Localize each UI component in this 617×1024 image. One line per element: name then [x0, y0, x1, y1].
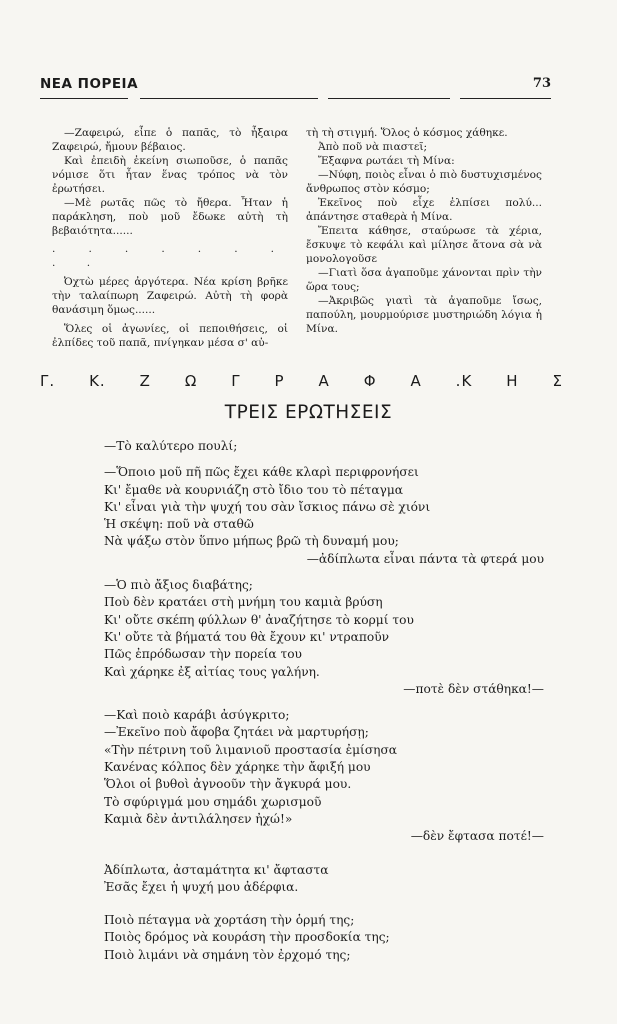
section-break-dots: . . . . . . . . .	[52, 243, 288, 269]
poem-line: Καμιὰ δὲν ἀντιλάλησεν ἠχώ!»	[104, 811, 293, 826]
poem-refrain: —δὲν ἔφτασα ποτέ!—	[410, 829, 544, 844]
paragraph: Ἔπειτα κάθησε, σταύρωσε τὰ χέρια, ἔσκυψε τὸ κεφάλι καὶ μίλησε ἄτονα σὰ νὰ μονολογοῦσε	[306, 225, 542, 265]
poem-line: Τὸ σφύριγμά μου σημάδι χωρισμοῦ	[104, 794, 322, 809]
paragraph: —Ζαφειρώ, εἶπε ὁ παπᾶς, τὸ ἦξαιρα Ζαφειρώ, ἤμουν βέβαιος.	[52, 127, 288, 153]
poem-line: —Ὅποιο μοῦ πῆ πῶς ἔχει κάθε κλαρὶ περιφρονήσει	[104, 465, 419, 480]
poem-line: «Τὴν πέτρινη τοῦ λιμανιοῦ προστασία ἐμίσησα	[104, 742, 398, 757]
rule-segment	[40, 98, 128, 99]
author-letter: .Κ	[455, 372, 473, 390]
paragraph: Ἀπὸ ποῦ νὰ πιαστεῖ;	[318, 141, 428, 153]
poem-line: Νὰ ψάξω στὸν ὕπνο μήπως βρῶ τὴ δυναμή μου;	[104, 534, 399, 549]
poem-title: ΤΡΕΙΣ ΕΡΩΤΗΣΕΙΣ	[224, 402, 393, 423]
paragraph: Ὀχτὼ μέρες ἀργότερα. Νέα κρίση βρῆκε τὴν ταλαίπωρη Ζαφειρώ. Αὐτὴ τὴ φορὰ θανάσιμη ὅμως......	[52, 276, 288, 316]
rule-segment	[460, 98, 551, 99]
header-rule	[40, 98, 551, 102]
poem-line: —Τὸ καλύτερο πουλί;	[104, 439, 238, 453]
author-letter: Γ.	[40, 372, 56, 390]
poem-line: Ποιὸς δρόμος νὰ κουράση τὴν προσδοκία της;	[104, 930, 390, 945]
poem-line: Ποιὸ πέταγμα νὰ χορτάση τὴν ὁρμή της;	[104, 913, 355, 928]
poem-line: Ἀδίπλωτα, ἀσταμάτητα κι' ἄφταστα	[104, 862, 329, 877]
poem-line: Πῶς ἐπρόδωσαν τὴν πορεία του	[104, 647, 302, 662]
author-name	[40, 372, 563, 390]
poem-line: Ἐσᾶς ἔχει ἡ ψυχή μου ἀδέρφια.	[104, 879, 299, 894]
poem-line: Κι' οὔτε τὰ βήματά του θὰ ἔχουν κι' ντραποῦν	[104, 629, 390, 644]
author-letter: Η	[506, 372, 519, 390]
poem-line: Κι' ἔμαθε νὰ κουρνιάζη στὸ ἴδιο του τὸ πέταγμα	[104, 482, 403, 497]
poem-line: —Καὶ ποιὸ καράβι ἀσύγκριτο;	[104, 708, 290, 723]
author-letter: Ζ	[139, 372, 151, 390]
paragraph: —Νύφη, ποιὸς εἶναι ὁ πιὸ δυστυχισμένος ἄνθρωπος στὸν κόσμο;	[306, 169, 542, 195]
author-letter: Α	[410, 372, 422, 390]
paragraph: —Ἀκριβῶς γιατὶ τὰ ἀγαποῦμε ἴσως, παπούλη, μουρμούρισε μυστηριώδη λόγια ἡ Μίνα.	[306, 295, 542, 335]
author-letter: Γ	[231, 372, 241, 390]
poem-line: Καὶ χάρηκε ἐξ αἰτίας τους γαλήνη.	[104, 664, 320, 679]
poem-refrain: —ποτὲ δὲν στάθηκα!—	[403, 681, 544, 696]
author-letter: Ρ	[274, 372, 285, 390]
poem	[104, 438, 544, 964]
paragraph: —Μὲ ρωτᾶς πῶς τὸ ἤθερα. Ἦταν ἡ παράκληση, ποὺ μοῦ ἔδωκε αὐτὴ τὴ βεβαιότητα......	[52, 197, 288, 237]
poem-refrain: —ἀδίπλωτα εἶναι πάντα τὰ φτερά μου	[306, 551, 544, 566]
paragraph: Ὅλες οἱ ἀγωνίες, οἱ πεποιθήσεις, οἱ ἐλπίδες τοῦ παπᾶ, πνίγηκαν μέσα σ' αὐ-	[52, 323, 288, 349]
rule-segment	[140, 98, 318, 99]
author-letter: Κ.	[89, 372, 106, 390]
prose-columns	[52, 126, 562, 348]
poem-line: Κανένας κόλπος δὲν χάρηκε τὴν ἄφιξή μου	[104, 760, 371, 775]
page-number: 73	[532, 76, 551, 91]
left-column	[52, 126, 288, 350]
paragraph: τὴ τὴ στιγμή. Ὅλος ὁ κόσμος χάθηκε.	[306, 127, 508, 139]
paragraph: Καὶ ἐπειδὴ ἐκείνη σιωποῦσε, ὁ παπᾶς νόμισε ὅτι ἦταν ἕνας τρόπος νὰ τὸν ἐρωτήσει.	[52, 155, 288, 195]
poem-line: Ἡ σκέψη: ποῦ νὰ σταθῶ	[104, 517, 254, 532]
author-letter: Σ	[552, 372, 563, 390]
paragraph: Ἔξαφνα ρωτάει τὴ Μίνα:	[318, 155, 455, 167]
poem-line: Κι' οὔτε σκέπη φύλλων θ' ἀναζήτησε τὸ κορμί του	[104, 612, 414, 627]
poem-line: Ποὺ δὲν κρατάει στὴ μνήμη του καμιὰ βρύση	[104, 595, 383, 610]
paragraph: —Γιατὶ ὅσα ἀγαποῦμε χάνονται πρὶν τὴν ὥρα τους;	[306, 267, 542, 293]
poem-line: Ποιὸ λιμάνι νὰ σημάνη τὸν ἐρχομό της;	[104, 947, 351, 962]
journal-title: ΝΕΑ ΠΟΡΕΙΑ	[40, 76, 139, 92]
author-letter: Α	[318, 372, 330, 390]
author-letter: Φ	[363, 372, 377, 390]
author-letter: Ω	[184, 372, 198, 390]
paragraph: Ἐκεῖνος ποὺ εἶχε ἐλπίσει πολύ... ἀπάντησε σταθερὰ ἡ Μίνα.	[306, 197, 542, 223]
poem-line: —Ἐκεῖνο ποὺ ἄφοβα ζητάει νὰ μαρτυρήσῃ;	[104, 725, 369, 740]
page-header	[40, 76, 551, 98]
poem-line: Κι' εἶναι γιὰ τὴν ψυχή του σὰν ἴσκιος πάνω σὲ χιόνι	[104, 499, 431, 514]
poem-line: Ὅλοι οἱ βυθοὶ ἀγνοοῦν τὴν ἄγκυρά μου.	[104, 777, 352, 792]
rule-segment	[328, 98, 450, 99]
poem-line: —Ὁ πιὸ ἄξιος διαβάτης;	[104, 578, 253, 593]
right-column	[306, 126, 542, 336]
